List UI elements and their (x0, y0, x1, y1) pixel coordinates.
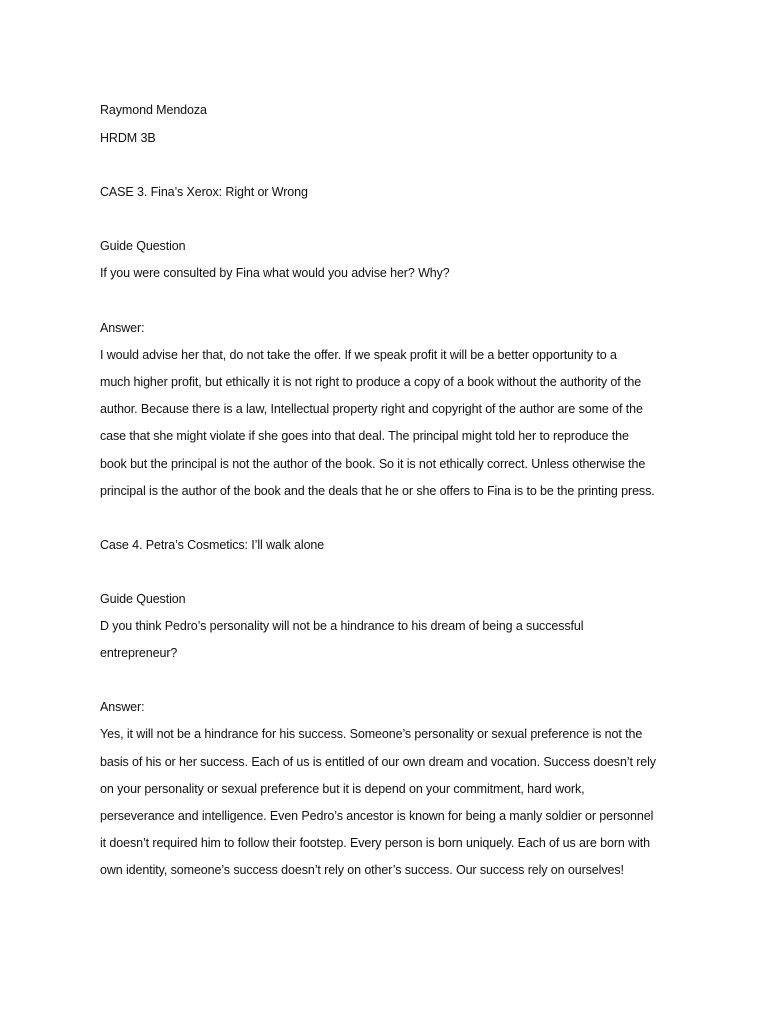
case4-answer-line: perseverance and intelligence. Even Pedro’s ancestor is known for being a manly soldier or personnel (100, 809, 654, 823)
case4-guide-heading: Guide Question (100, 592, 186, 606)
case4-title: Case 4. Petra’s Cosmetics: I’ll walk alone (100, 538, 325, 552)
case3-answer-line: author. Because there is a law, Intellectual property right and copyright of the author are some of the (100, 402, 643, 416)
case4-answer-heading: Answer: (100, 700, 145, 714)
case3-title: CASE 3. Fina’s Xerox: Right or Wrong (100, 185, 308, 199)
case4-answer-line: it doesn’t required him to follow their footstep. Every person is born uniquely. Each of us are born with (100, 836, 650, 850)
case4-question-line: D you think Pedro’s personality will not be a hindrance to his dream of being a successful (100, 619, 584, 633)
case3-answer-line: much higher profit, but ethically it is not right to produce a copy of a book without the authority of the (100, 375, 642, 389)
case4-question-line: entrepreneur? (100, 646, 178, 660)
author-name: Raymond Mendoza (100, 103, 207, 117)
case3-guide-heading: Guide Question (100, 239, 186, 253)
case4-answer-line: Yes, it will not be a hindrance for his success. Someone’s personality or sexual preference is not the (100, 727, 643, 741)
case3-answer-line: case that she might violate if she goes into that deal. The principal might told her to reproduce the (100, 429, 629, 443)
case3-answer-line: I would advise her that, do not take the offer. If we speak profit it will be a better opportunity to a (100, 348, 617, 362)
case3-answer-line: principal is the author of the book and the deals that he or she offers to Fina is to be the printing press. (100, 484, 655, 498)
case3-answer-line: book but the principal is not the author of the book. So it is not ethically correct. Unless otherwise the (100, 457, 646, 471)
case4-answer-line: basis of his or her success. Each of us is entitled of our own dream and vocation. Success doesn’t rely (100, 755, 656, 769)
case3-answer-heading: Answer: (100, 321, 145, 335)
case4-answer-line: on your personality or sexual preference but it is depend on your commitment, hard work, (100, 782, 585, 796)
case4-answer-line: own identity, someone’s success doesn’t rely on other’s success. Our success rely on ourselves! (100, 863, 624, 877)
section-label: HRDM 3B (100, 131, 156, 145)
case3-question: If you were consulted by Fina what would you advise her? Why? (100, 266, 450, 280)
